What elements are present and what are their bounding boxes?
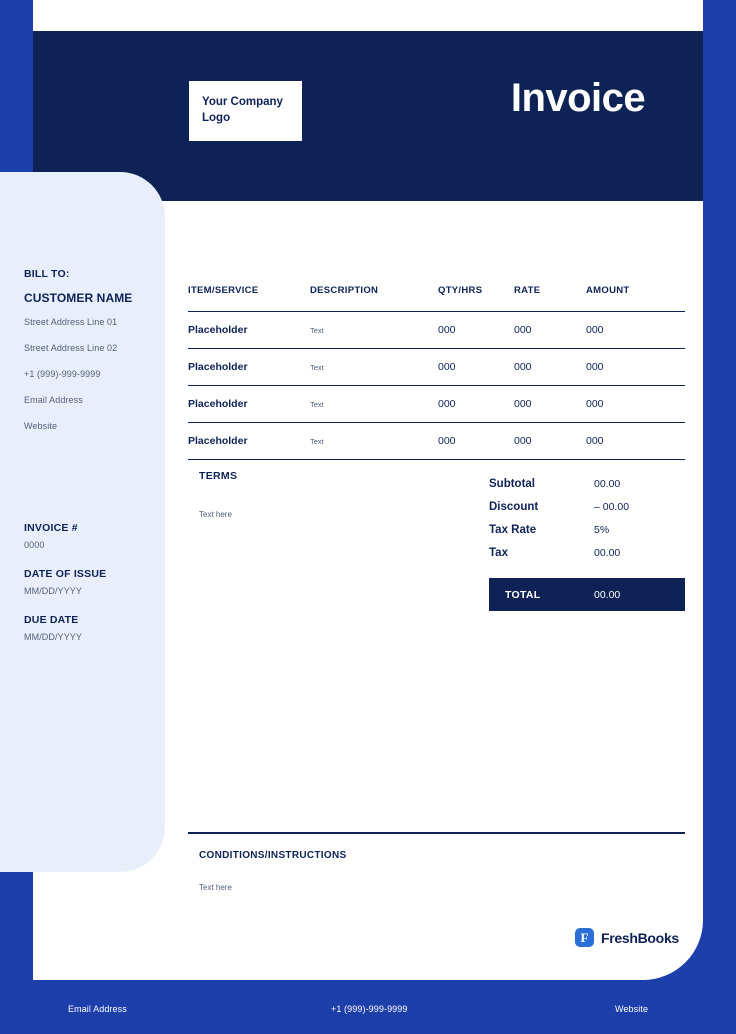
table-row[interactable]	[188, 423, 685, 460]
conditions-section	[199, 850, 599, 892]
cell-qty[interactable]: 000	[438, 435, 456, 447]
footer-email[interactable]: Email Address	[68, 1004, 127, 1014]
footer-phone[interactable]: +1 (999)-999-9999	[331, 1004, 408, 1014]
column-header-qty: QTY/HRS	[438, 285, 483, 296]
totals-row-tax	[489, 547, 685, 559]
totals-section	[489, 478, 685, 570]
table-header-row	[188, 285, 685, 312]
cell-qty[interactable]: 000	[438, 324, 456, 336]
conditions-text[interactable]: Text here	[199, 883, 232, 892]
bill-to-label: BILL TO:	[24, 268, 70, 280]
tax-rate-value[interactable]: 5%	[594, 524, 610, 536]
column-header-description: DESCRIPTION	[310, 285, 379, 296]
cell-rate[interactable]: 000	[514, 398, 532, 410]
cell-rate[interactable]: 000	[514, 361, 532, 373]
company-logo-text	[202, 95, 283, 126]
cell-item[interactable]: Placeholder	[188, 324, 248, 336]
due-date-label: DUE DATE	[24, 614, 79, 626]
cell-amount[interactable]: 000	[586, 435, 604, 447]
terms-title: TERMS	[199, 470, 238, 482]
cell-description[interactable]: Text	[310, 325, 324, 335]
cell-item[interactable]: Placeholder	[188, 398, 248, 410]
invoice-number-value[interactable]: 0000	[24, 540, 45, 550]
terms-section	[199, 470, 429, 519]
cell-amount[interactable]: 000	[586, 398, 604, 410]
tax-rate-label: Tax Rate	[489, 524, 537, 536]
total-value: 00.00	[594, 588, 621, 601]
total-label: TOTAL	[505, 588, 541, 601]
footer-website[interactable]: Website	[615, 1004, 649, 1014]
line-items-table	[188, 285, 685, 460]
date-of-issue-label: DATE OF ISSUE	[24, 568, 107, 580]
totals-row-discount	[489, 501, 685, 513]
column-header-amount: AMOUNT	[586, 285, 630, 296]
cell-amount[interactable]: 000	[586, 324, 604, 336]
bill-to-block	[24, 268, 164, 447]
cell-qty[interactable]: 000	[438, 361, 456, 373]
due-date-block	[24, 614, 164, 642]
cell-rate[interactable]: 000	[514, 435, 532, 447]
invoice-number-block	[24, 522, 164, 550]
discount-label: Discount	[489, 501, 539, 513]
page-title: Invoice	[510, 76, 646, 120]
customer-name[interactable]: CUSTOMER NAME	[24, 291, 133, 305]
column-header-item: ITEM/SERVICE	[188, 285, 259, 296]
customer-address-line-2[interactable]: Street Address Line 02	[24, 343, 118, 353]
conditions-divider	[188, 832, 685, 834]
discount-value[interactable]: – 00.00	[594, 501, 630, 513]
totals-row-subtotal	[489, 478, 685, 490]
cell-item[interactable]: Placeholder	[188, 361, 248, 373]
date-of-issue-block	[24, 568, 164, 596]
conditions-title: CONDITIONS/INSTRUCTIONS	[199, 850, 347, 861]
bill-to-panel	[0, 172, 165, 872]
table-row[interactable]	[188, 386, 685, 423]
column-header-rate: RATE	[514, 285, 541, 296]
company-logo-line-1: Your Company	[202, 96, 283, 109]
totals-row-tax-rate	[489, 524, 685, 536]
table-row[interactable]	[188, 349, 685, 386]
cell-qty[interactable]: 000	[438, 398, 456, 410]
due-date-value[interactable]: MM/DD/YYYY	[24, 632, 83, 642]
table-row[interactable]	[188, 312, 685, 349]
freshbooks-logo	[575, 928, 679, 947]
total-bar	[489, 578, 685, 611]
freshbooks-wordmark: FreshBooks	[601, 929, 679, 946]
cell-amount[interactable]: 000	[586, 361, 604, 373]
subtotal-value[interactable]: 00.00	[594, 478, 621, 490]
company-logo-placeholder[interactable]	[189, 81, 302, 141]
cell-rate[interactable]: 000	[514, 324, 532, 336]
customer-phone[interactable]: +1 (999)-999-9999	[24, 369, 101, 379]
customer-address-line-1[interactable]: Street Address Line 01	[24, 317, 118, 327]
cell-description[interactable]: Text	[310, 436, 324, 446]
cell-description[interactable]: Text	[310, 399, 324, 409]
invoice-number-label: INVOICE #	[24, 522, 78, 534]
company-logo-line-2: Logo	[202, 112, 231, 124]
tax-value[interactable]: 00.00	[594, 547, 621, 559]
page-footer	[0, 980, 736, 1034]
customer-website[interactable]: Website	[24, 421, 58, 431]
freshbooks-mark-icon: F	[575, 928, 594, 947]
cell-description[interactable]: Text	[310, 362, 324, 372]
date-of-issue-value[interactable]: MM/DD/YYYY	[24, 586, 83, 596]
terms-text[interactable]: Text here	[199, 510, 232, 519]
cell-item[interactable]: Placeholder	[188, 435, 248, 447]
tax-label: Tax	[489, 547, 508, 559]
subtotal-label: Subtotal	[489, 478, 535, 490]
customer-email[interactable]: Email Address	[24, 395, 83, 405]
